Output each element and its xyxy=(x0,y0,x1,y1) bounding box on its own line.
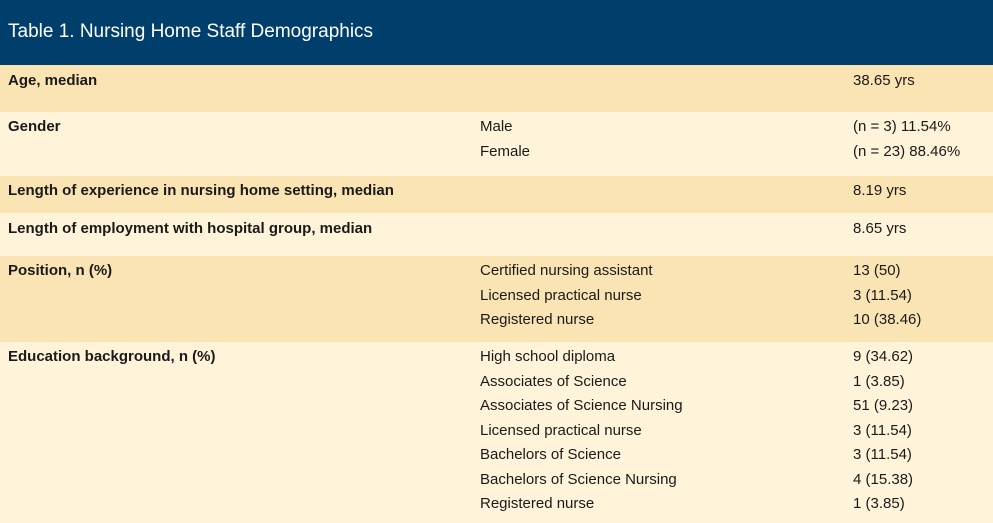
item-rn: Registered nurse xyxy=(480,311,595,328)
row-value: 8.19 yrs xyxy=(853,182,907,199)
table-row-age xyxy=(0,65,993,112)
row-values xyxy=(853,262,921,336)
row-items xyxy=(480,262,653,336)
row-label: Position, n (%) xyxy=(8,262,113,279)
row-items xyxy=(480,118,530,167)
value-associates-science-nursing: 51 (9.23) xyxy=(853,397,914,414)
table-row-experience xyxy=(0,176,993,213)
value-lpn: 3 (11.54) xyxy=(853,421,912,439)
value-bachelors-science: 3 (11.54) xyxy=(853,446,912,463)
row-items xyxy=(480,348,683,520)
table-row-gender xyxy=(0,112,993,176)
row-label: Length of experience in nursing home setting, median xyxy=(8,182,394,199)
item-bachelors-science-nursing: Bachelors of Science Nursing xyxy=(480,470,677,488)
item-lpn: Licensed practical nurse xyxy=(480,286,642,304)
table-title-bar xyxy=(0,0,993,65)
value-cna: 13 (50) xyxy=(853,262,901,279)
row-label: Gender xyxy=(8,118,61,135)
row-values xyxy=(853,118,960,167)
value-lpn: 3 (11.54) xyxy=(853,286,912,304)
item-associates-science: Associates of Science xyxy=(480,372,627,390)
row-value: 38.65 yrs xyxy=(853,72,915,89)
item-hs-diploma: High school diploma xyxy=(480,348,616,365)
value-hs-diploma: 9 (34.62) xyxy=(853,348,914,365)
value-male: (n = 3) 11.54% xyxy=(853,118,951,135)
row-value: 8.65 yrs xyxy=(853,220,907,237)
value-rn: 10 (38.46) xyxy=(853,311,922,328)
value-bachelors-science-nursing: 4 (15.38) xyxy=(853,470,914,488)
table-row-education xyxy=(0,342,993,523)
item-female: Female xyxy=(480,142,531,160)
row-values xyxy=(853,348,913,520)
item-bachelors-science: Bachelors of Science xyxy=(480,446,621,463)
row-label: Length of employment with hospital group, median xyxy=(8,220,373,237)
row-label: Age, median xyxy=(8,72,98,89)
item-male: Male xyxy=(480,118,513,135)
item-lpn: Licensed practical nurse xyxy=(480,421,642,439)
value-female: (n = 23) 88.46% xyxy=(853,142,961,160)
item-rn: Registered nurse xyxy=(480,495,595,512)
value-rn: 1 (3.85) xyxy=(853,495,905,512)
table-title: Table 1. Nursing Home Staff Demographics xyxy=(8,21,374,42)
row-label: Education background, n (%) xyxy=(8,348,216,365)
table-row-employment xyxy=(0,213,993,256)
item-cna: Certified nursing assistant xyxy=(480,262,653,279)
table-row-position xyxy=(0,256,993,342)
item-associates-science-nursing: Associates of Science Nursing xyxy=(480,397,683,414)
value-associates-science: 1 (3.85) xyxy=(853,372,905,390)
